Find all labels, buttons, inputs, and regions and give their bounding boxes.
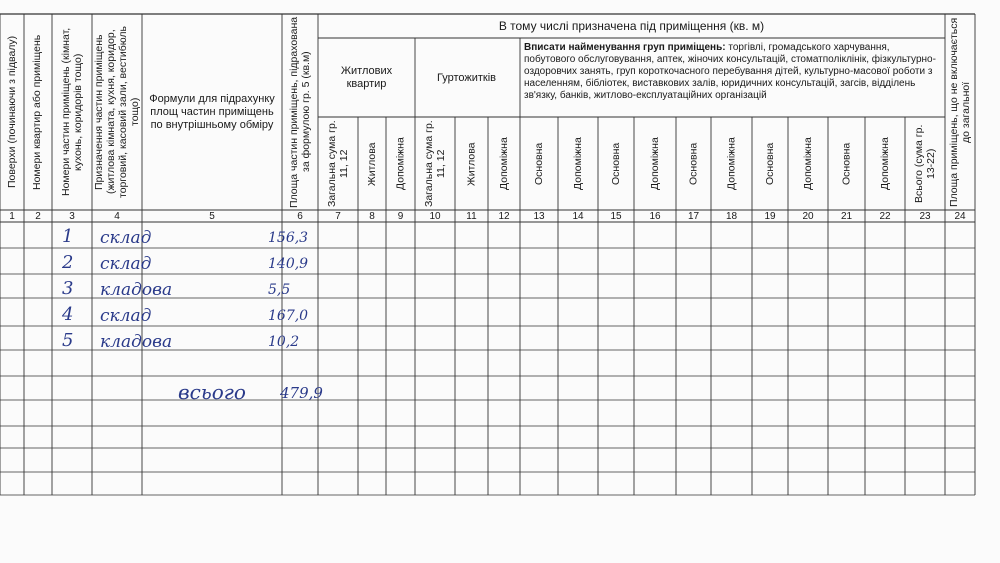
- header-main-title: В тому числі призначена під приміщення (кв. м): [498, 18, 765, 33]
- row-area: 156,3: [268, 230, 309, 246]
- column-number: 22: [879, 210, 891, 222]
- col-16-header: Допоміжна: [649, 137, 661, 191]
- col-8-header: Житлова: [366, 142, 378, 186]
- col-7-header: Загальна сума гр. 11, 12: [326, 120, 350, 208]
- col-20-header: Допоміжна: [802, 137, 814, 191]
- col-18-header: Допоміжна: [725, 137, 738, 191]
- col-4-header: Призначення частин приміщень (житлова кімната, кухня, коридор, торговий, касовий зали, вестибюль тощо): [93, 26, 141, 199]
- col-10-header: Загальна сума гр. 11, 12: [423, 120, 447, 208]
- row-area: 167,0: [268, 308, 309, 324]
- column-number: 6: [297, 210, 303, 222]
- col-14-header: Допоміжна: [572, 137, 584, 191]
- column-number: 17: [687, 210, 700, 222]
- row-purpose: склад: [100, 228, 152, 248]
- total-label: всього: [178, 380, 246, 404]
- row-part-number: 4: [62, 304, 74, 325]
- column-number: 10: [429, 210, 441, 222]
- column-number: 3: [69, 210, 75, 222]
- row-part-number: 2: [62, 252, 74, 273]
- column-number: 12: [498, 210, 510, 222]
- col-11-header: Житлова: [465, 142, 478, 186]
- header-dormitory: Гуртожитків: [436, 71, 497, 84]
- row-part-number: 3: [62, 278, 74, 299]
- column-number: 4: [114, 210, 120, 222]
- col-22-header: Допоміжна: [879, 137, 891, 191]
- column-number: 14: [572, 210, 584, 222]
- row-purpose: склад: [100, 306, 152, 326]
- column-number: 20: [802, 210, 814, 222]
- col-2-header: Номери квартир або приміщень: [31, 34, 43, 190]
- col-12-header: Допоміжна: [498, 137, 510, 191]
- header-nonresidential: [520, 40, 944, 116]
- col-9-header: Допоміжна: [394, 137, 407, 191]
- col-19-header: Основна: [764, 142, 776, 186]
- column-number: 24: [954, 210, 966, 222]
- row-purpose: кладова: [100, 332, 173, 352]
- header-residential: Житлових квартир: [340, 65, 393, 90]
- column-number: 2: [35, 210, 41, 222]
- column-number: 8: [369, 210, 375, 222]
- row-part-number: 5: [62, 330, 74, 351]
- column-number: 11: [466, 210, 477, 222]
- nonresidential-list: торгівлі, громадського харчування, побутового обслуговування, аптек, жіночих консультацій, стоматполіклінік, фізкультурно-оздоровчих занять, груп короткочасного перебування дітей, культурно-масової роботи з населенням, бібліотек, виставкових залів, юридичних консультацій, загсів, відділень зв'язку, банків, житлово-експлуатаційних організацій: [524, 42, 936, 101]
- row-area: 140,9: [268, 256, 309, 272]
- row-area: 10,2: [268, 334, 300, 350]
- total-value: 479,9: [280, 384, 323, 402]
- col-1-header: Поверхи (починаючи з підвалу): [6, 35, 18, 189]
- column-number: 5: [209, 210, 215, 222]
- column-number: 7: [335, 210, 341, 222]
- column-number: 19: [764, 210, 776, 222]
- col-6-header: Площа частин приміщень, підрахована за формулою гр. 5 (кв.м): [288, 16, 312, 208]
- col-5-header: Формули для підрахунку площ частин приміщень по внутрішньому обміру: [149, 92, 275, 131]
- row-part-number: 1: [62, 226, 74, 247]
- col-17-header: Основна: [687, 142, 700, 186]
- column-number: 18: [725, 210, 738, 222]
- column-number: 9: [397, 210, 404, 222]
- row-purpose: склад: [100, 254, 152, 274]
- col-21-header: Основна: [840, 142, 853, 186]
- column-number: 21: [840, 210, 853, 222]
- col-23-header: Всього (сума гр. 13-22): [913, 124, 937, 204]
- col-15-header: Основна: [610, 142, 622, 186]
- column-number: 23: [919, 210, 931, 222]
- col-24-header: Площа приміщень, що не включається до загальної: [948, 17, 972, 207]
- nonresidential-bold: Вписати найменування груп приміщень:: [524, 42, 726, 53]
- column-number: 15: [610, 210, 622, 222]
- column-number: 16: [649, 210, 661, 222]
- column-number: 13: [533, 210, 545, 222]
- row-purpose: кладова: [100, 280, 173, 300]
- row-area: 5,5: [268, 282, 291, 298]
- column-number: 1: [9, 210, 15, 222]
- col-3-header: Номери частин приміщень (кімнат, кухонь, коридорів тощо): [60, 27, 84, 197]
- col-13-header: Основна: [533, 142, 545, 186]
